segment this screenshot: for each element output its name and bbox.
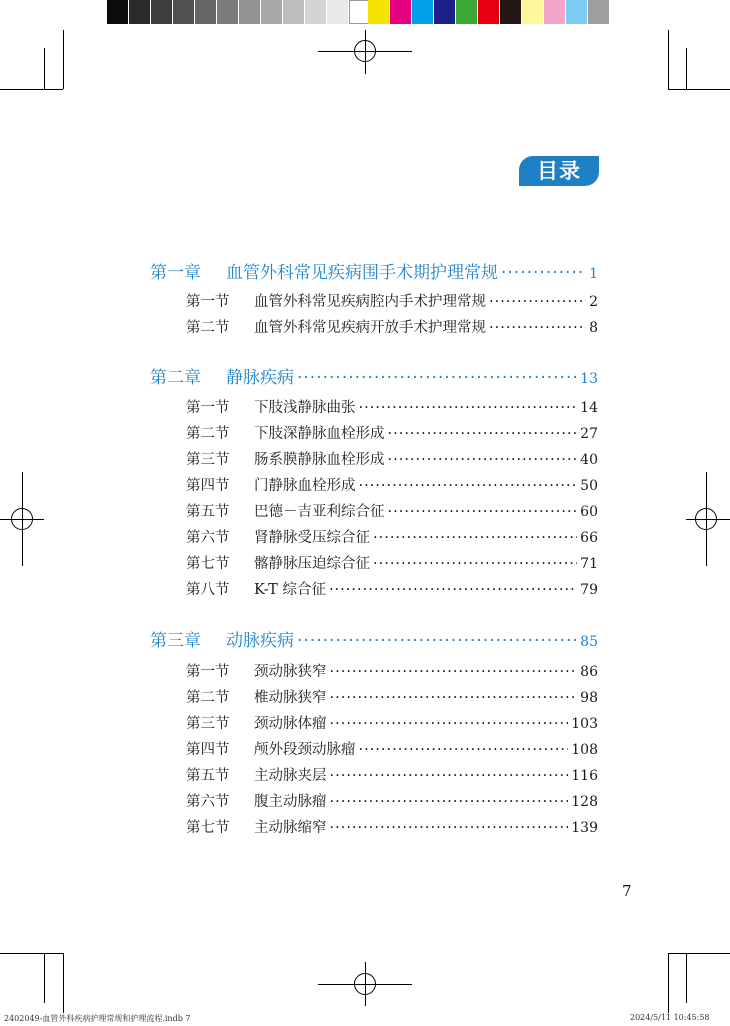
toc-num: 第一节: [186, 400, 230, 416]
color-swatch: [239, 0, 261, 24]
toc-leader-dots: [501, 263, 586, 283]
process-color-bar: [368, 0, 610, 24]
toc-num: 第五节: [186, 504, 230, 520]
color-swatch: [390, 0, 412, 24]
toc-leader-dots: [330, 794, 569, 810]
color-swatch: [173, 0, 195, 24]
toc-page: 86: [580, 664, 598, 680]
toc-section-row: [150, 474, 598, 495]
color-swatch: [522, 0, 544, 24]
toc-num: 第一章: [150, 263, 201, 283]
toc-leader-dots: [297, 631, 577, 651]
toc-leader-dots: [388, 452, 578, 468]
toc-name: 血管外科常见疾病开放手术护理常规: [254, 320, 486, 336]
toc-section-row: [150, 290, 598, 311]
color-swatch: [151, 0, 173, 24]
color-swatch: [283, 0, 305, 24]
toc-page: 71: [580, 556, 598, 572]
toc-leader-dots: [297, 368, 577, 388]
toc-name: K-T 综合征: [254, 582, 326, 598]
toc-name: 动脉疾病: [226, 631, 294, 651]
toc-leader-dots: [373, 530, 577, 546]
color-swatch: [566, 0, 588, 24]
toc-section-row: [150, 790, 598, 811]
toc-leader-dots: [489, 294, 586, 310]
color-swatch: [434, 0, 456, 24]
toc-name: 髂静脉压迫综合征: [254, 556, 370, 572]
toc-page: 85: [580, 634, 598, 650]
toc-section-row: [150, 396, 598, 417]
color-swatch: [305, 0, 327, 24]
toc-page: 98: [580, 690, 598, 706]
crop-mark: [44, 953, 45, 1003]
toc-leader-dots: [330, 690, 578, 706]
footer-file-info: 2402049-血管外科疾病护理常规和护理流程.indb 7: [4, 1014, 191, 1023]
toc-page: 139: [571, 820, 598, 836]
toc-section-row: [150, 316, 598, 337]
gray-color-bar: [107, 0, 371, 24]
toc-name: 主动脉夹层: [254, 768, 327, 784]
toc-page: 108: [571, 742, 598, 758]
toc-num: 第二节: [186, 320, 230, 336]
color-swatch: [368, 0, 390, 24]
toc-section-row: [150, 578, 598, 599]
toc-name: 椎动脉狭窄: [254, 690, 327, 706]
toc-name: 颈动脉体瘤: [254, 716, 327, 732]
toc-leader-dots: [388, 426, 578, 442]
toc-leader-dots: [330, 820, 569, 836]
toc-page: 8: [589, 320, 598, 336]
color-swatch: [261, 0, 283, 24]
color-swatch: [412, 0, 434, 24]
toc-num: 第七节: [186, 556, 230, 572]
toc-chapter-row: [150, 363, 598, 388]
toc-num: 第三节: [186, 716, 230, 732]
toc-page: 14: [580, 400, 598, 416]
crop-mark: [668, 30, 669, 89]
toc-chapter-row: [150, 626, 598, 651]
toc-num: 第四节: [186, 742, 230, 758]
color-swatch: [544, 0, 566, 24]
toc-num: 第二章: [150, 368, 201, 388]
toc-num: 第四节: [186, 478, 230, 494]
toc-num: 第三章: [150, 631, 201, 651]
color-swatch: [217, 0, 239, 24]
toc-name: 血管外科常见疾病腔内手术护理常规: [254, 294, 486, 310]
crop-mark: [686, 953, 687, 1003]
toc-name: 门静脉血栓形成: [254, 478, 356, 494]
toc-page: 103: [571, 716, 598, 732]
toc-page: 60: [580, 504, 598, 520]
toc-name: 肾静脉受压综合征: [254, 530, 370, 546]
toc-page: 50: [580, 478, 598, 494]
toc-num: 第一节: [186, 294, 230, 310]
toc-leader-dots: [359, 400, 578, 416]
color-swatch: [129, 0, 151, 24]
toc-leader-dots: [330, 716, 569, 732]
toc-name: 肠系膜静脉血栓形成: [254, 452, 385, 468]
toc-page: 1: [589, 266, 598, 282]
toc-section-row: [150, 526, 598, 547]
toc-num: 第五节: [186, 768, 230, 784]
toc-page: 79: [580, 582, 598, 598]
color-swatch: [478, 0, 500, 24]
toc-leader-dots: [359, 742, 569, 758]
toc-name: 下肢深静脉血栓形成: [254, 426, 385, 442]
toc-num: 第七节: [186, 820, 230, 836]
toc-page: 2: [589, 294, 598, 310]
color-swatch: [500, 0, 522, 24]
page-number: 7: [622, 882, 632, 900]
toc-page: 13: [580, 371, 598, 387]
toc-section-row: [150, 712, 598, 733]
crop-mark: [0, 953, 63, 954]
toc-name: 主动脉缩窄: [254, 820, 327, 836]
color-swatch: [588, 0, 610, 24]
crop-mark: [63, 953, 64, 1013]
toc-page: 116: [571, 768, 598, 784]
toc-page: 27: [580, 426, 598, 442]
toc-name: 下肢浅静脉曲张: [254, 400, 356, 416]
toc-name: 颅外段颈动脉瘤: [254, 742, 356, 758]
toc-num: 第六节: [186, 530, 230, 546]
toc-title: 目录: [519, 156, 599, 186]
toc-section-row: [150, 552, 598, 573]
color-swatch: [107, 0, 129, 24]
toc-section-row: [150, 764, 598, 785]
toc-name: 腹主动脉瘤: [254, 794, 327, 810]
toc-section-row: [150, 500, 598, 521]
toc-name: 颈动脉狭窄: [254, 664, 327, 680]
toc-num: 第六节: [186, 794, 230, 810]
toc-page: 66: [580, 530, 598, 546]
toc-chapter-row: [150, 258, 598, 283]
toc-leader-dots: [489, 320, 586, 336]
crop-mark: [686, 48, 687, 90]
toc-leader-dots: [330, 664, 578, 680]
toc-name: 静脉疾病: [226, 368, 294, 388]
toc-section-row: [150, 738, 598, 759]
crop-mark: [44, 48, 45, 90]
toc-num: 第八节: [186, 582, 230, 598]
toc-section-row: [150, 660, 598, 681]
toc-leader-dots: [359, 478, 578, 494]
toc-name: 血管外科常见疾病围手术期护理常规: [226, 263, 498, 283]
color-swatch: [195, 0, 217, 24]
color-swatch: [327, 0, 349, 24]
footer-timestamp: 2024/5/11 10:45:58: [630, 1013, 710, 1022]
toc-leader-dots: [388, 504, 578, 520]
toc-num: 第一节: [186, 664, 230, 680]
toc-num: 第二节: [186, 690, 230, 706]
crop-mark: [668, 89, 730, 90]
toc-leader-dots: [330, 768, 569, 784]
crop-mark: [668, 953, 730, 954]
color-swatch: [456, 0, 478, 24]
toc-section-row: [150, 422, 598, 443]
toc-page: 40: [580, 452, 598, 468]
toc-leader-dots: [329, 582, 577, 598]
toc-section-row: [150, 448, 598, 469]
crop-mark: [668, 953, 669, 1013]
toc-page: 128: [571, 794, 598, 810]
toc-section-row: [150, 686, 598, 707]
toc-name: 巴德－吉亚利综合征: [254, 504, 385, 520]
crop-mark: [0, 89, 63, 90]
toc-leader-dots: [373, 556, 577, 572]
toc-num: 第三节: [186, 452, 230, 468]
toc-num: 第二节: [186, 426, 230, 442]
toc-section-row: [150, 816, 598, 837]
crop-mark: [63, 30, 64, 89]
